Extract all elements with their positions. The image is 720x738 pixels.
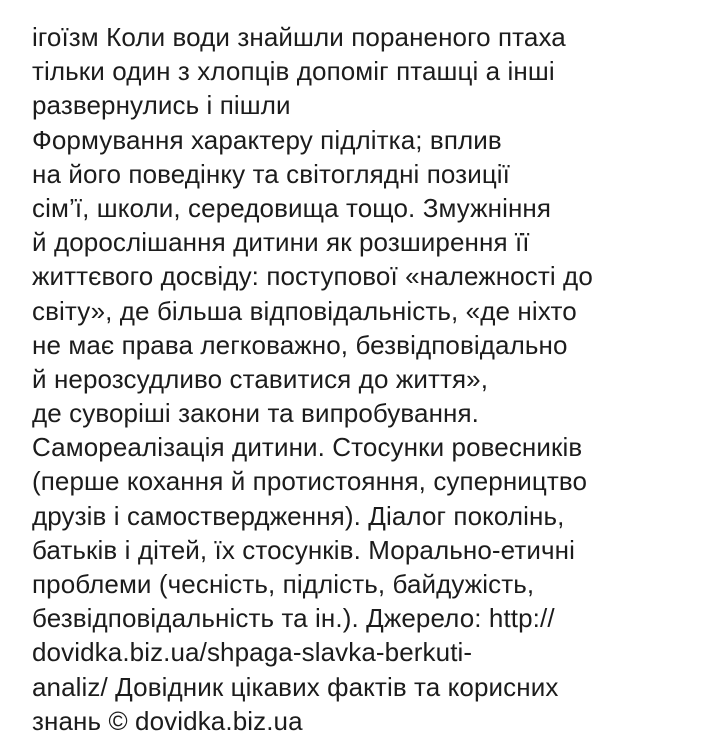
text-line: світу», де більша відповідальність, «де ніхто xyxy=(32,295,577,326)
text-line: й дорослішання дитини як розширення її xyxy=(32,227,530,258)
text-line: тільки один з хлопців допоміг пташці а інші xyxy=(32,56,555,87)
text-line: друзів і самоствердження). Діалог поколінь, xyxy=(32,500,565,531)
text-line: на його поведінку та світоглядні позиції xyxy=(32,158,511,189)
text-line: (перше кохання й протистояння, суперництво xyxy=(32,466,588,497)
body-text xyxy=(32,20,712,738)
text-line: Формування характеру підлітка; вплив xyxy=(32,124,502,155)
text-line: й нерозсудливо ставитися до життя», xyxy=(32,363,489,394)
text-line: де суворіші закони та випробування. xyxy=(32,398,479,429)
text-line: батьків і дітей, їх стосунків. Морально-етичні xyxy=(32,534,575,565)
text-line: життєвого досвіду: поступової «належності до xyxy=(32,261,593,292)
text-line: не має права легковажно, безвідповідально xyxy=(32,329,568,360)
text-line: проблеми (чесність, підлість, байдужість, xyxy=(32,569,535,599)
text-line: Самореалізація дитини. Стосунки ровесників xyxy=(32,432,583,463)
text-line: знань © dovidka.biz.ua xyxy=(32,705,303,736)
text-line: безвідповідальність та ін.). Джерело: http:// xyxy=(32,603,555,634)
text-line: ігоїзм Коли води знайшли пораненого птаха xyxy=(32,22,566,52)
text-line: dovidka.biz.ua/shpaga-slavka-berkuti- xyxy=(32,637,473,668)
text-line: развернулись і пішли xyxy=(32,90,291,121)
text-line: сім’ї, школи, середовища тощо. Змужніння xyxy=(32,192,552,223)
text-line: analiz/ Довідник цікавих фактів та корисних xyxy=(32,671,559,702)
